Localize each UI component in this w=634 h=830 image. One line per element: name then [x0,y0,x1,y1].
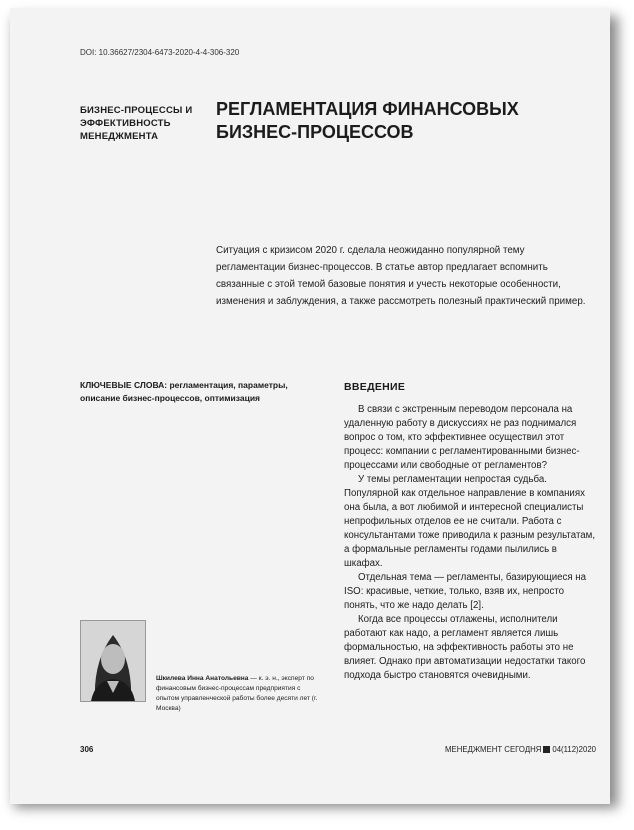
author-name: Шкилева Инна Анатольевна [156,675,249,682]
intro-heading: ВВЕДЕНИЕ [344,381,406,393]
page-number: 306 [80,745,94,754]
doi-line: DOI: 10.36627/2304-6473-2020-4-4-306-320 [80,48,240,57]
paragraph: У темы регламентации непростая судьба. Популярной как отдельное направление в компаниях она была, а вот любимой и интересной специалисты непрофильных отделов ее не считали. Работа с консультантами тоже приводила к разным результатам, а формальные регламенты годами пылились в шкафах. [344,474,596,569]
author-info [156,674,321,714]
article-title: РЕГЛАМЕНТАЦИЯ ФИНАНСОВЫХ БИЗНЕС-ПРОЦЕССОВ [216,99,519,142]
paragraph: Когда все процессы отлажены, исполнители работают как надо, а регламент является лишь формальностью, на эффективность работы это не влияет. Однако при автоматизации недостатки такого подхода быстро становятся очевидными. [344,614,586,681]
article-body [344,403,596,683]
author-bio: — к. э. н., эксперт по финансовым бизнес-процессам предприятия с опытом управленческой работы более десяти лет (г. Москва) [156,675,318,712]
issue-number: 04(112)2020 [552,745,596,754]
abstract: Ситуация с кризисом 2020 г. сделала неожиданно популярной тему регламентации бизнес-процессов. В статье автор предлагает вспомнить связанные с этой темой базовые понятия и учесть некоторые особенности, изменения и заблуждения, а также рассмотреть полезный практический пример. [216,245,586,307]
journal-footer [445,745,596,754]
keywords: КЛЮЧЕВЫЕ СЛОВА: регламентация, параметры, описание бизнес-процессов, оптимизация [80,380,288,403]
paragraph: В связи с экстренным переводом персонала на удаленную работу в дискуссиях не раз поднимался вопрос о том, кто эффективнее осуществил этот процесс: компании с регламентированными бизнес-процессами или свободные от регламентов? [344,404,580,471]
square-icon [543,746,550,753]
paragraph: Отдельная тема — регламенты, базирующиеся на ISO: красивые, четкие, только, взяв их, непросто понять, что же надо делать [2]. [344,572,587,611]
section-label: БИЗНЕС-ПРОЦЕССЫ И ЭФФЕКТИВНОСТЬ МЕНЕДЖМЕНТА [80,105,193,142]
journal-name: МЕНЕДЖМЕНТ СЕГОДНЯ [445,745,542,754]
journal-page [10,8,610,804]
author-photo [80,620,146,702]
